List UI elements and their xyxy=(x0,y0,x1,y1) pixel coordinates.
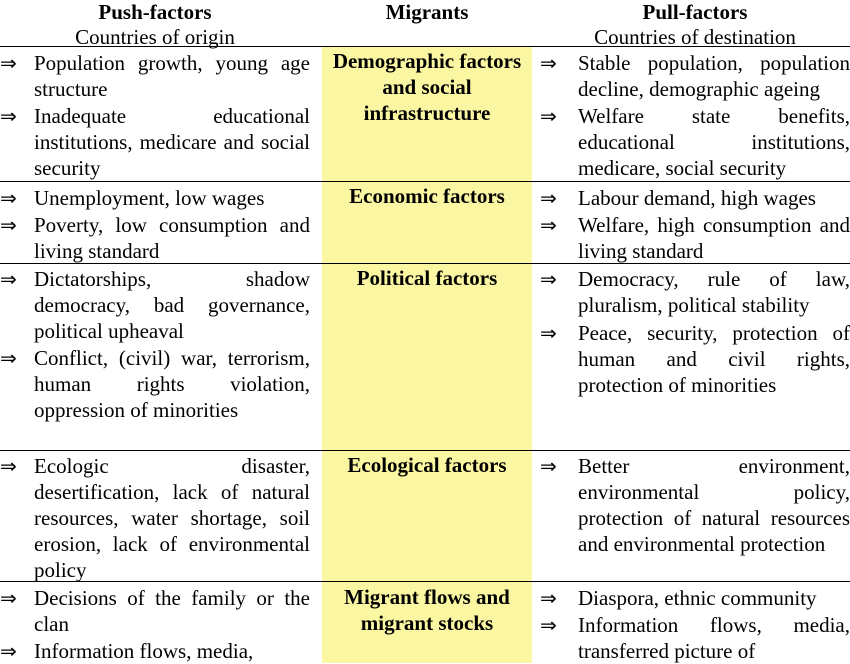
row-divider xyxy=(0,450,850,451)
push-item-text: Information flows, media, xyxy=(34,639,254,663)
pull-header xyxy=(540,0,850,50)
arrow-icon: ⇒ xyxy=(540,586,557,610)
arrow-icon: ⇒ xyxy=(540,213,557,237)
pull-item-text: Democracy, rule of law, pluralism, political stability xyxy=(578,267,850,317)
pull-item-text: Peace, security, protection of human and civil rights, protection of minorities xyxy=(578,321,850,397)
arrow-icon: ⇒ xyxy=(540,104,557,128)
pull-title: Pull-factors xyxy=(642,0,748,24)
arrow-icon: ⇒ xyxy=(0,346,17,370)
row-label-ecological: Ecological factors xyxy=(347,453,507,477)
arrow-icon: ⇒ xyxy=(0,267,17,291)
push-subtitle: Countries of origin xyxy=(75,25,235,49)
arrow-icon: ⇒ xyxy=(0,586,17,610)
pull-item-text: Diaspora, ethnic community xyxy=(578,586,817,610)
pull-item-text: Information flows, media, transferred picture of xyxy=(578,613,850,663)
push-item-text: Conflict, (civil) war, terrorism, human rights violation, oppression of minorities xyxy=(34,346,310,422)
push-item-text: Decisions of the family or the clan xyxy=(34,586,310,636)
push-item-text: Unemployment, low wages xyxy=(34,186,265,210)
push-title: Push-factors xyxy=(98,0,212,24)
arrow-icon: ⇒ xyxy=(0,104,17,128)
arrow-icon: ⇒ xyxy=(540,51,557,75)
push-header xyxy=(0,0,310,50)
row-divider xyxy=(0,46,850,47)
pull-item-text: Welfare, high consumption and living standard xyxy=(578,213,850,263)
arrow-icon: ⇒ xyxy=(540,613,557,637)
migrants-header xyxy=(322,0,532,25)
arrow-icon: ⇒ xyxy=(0,51,17,75)
arrow-icon: ⇒ xyxy=(0,186,17,210)
push-item-text: Inadequate educational institutions, medicare and social security xyxy=(34,104,310,180)
row-label-economic: Economic factors xyxy=(349,184,505,208)
push-item-text: Poverty, low consumption and living standard xyxy=(34,213,310,263)
push-item-text: Ecologic disaster, desertification, lack of natural resources, water shortage, soil erosion, lack of environmental policy xyxy=(34,454,310,582)
row-label-demographic: Demographic factors and social infrastructure xyxy=(332,49,522,125)
migrants-column-highlight xyxy=(322,47,532,663)
pull-item-text: Labour demand, high wages xyxy=(578,186,816,210)
row-label-political: Political factors xyxy=(356,266,498,290)
row-divider xyxy=(0,181,850,182)
arrow-icon: ⇒ xyxy=(540,454,557,478)
pull-item-text: Stable population, population decline, demographic ageing xyxy=(578,51,850,101)
pull-item-text: Better environment, environmental policy, protection of natural resources and environmental protection xyxy=(578,454,850,556)
row-label-migrant-flows: Migrant flows and migrant stocks xyxy=(344,585,510,635)
arrow-icon: ⇒ xyxy=(540,267,557,291)
arrow-icon: ⇒ xyxy=(540,186,557,210)
arrow-icon: ⇒ xyxy=(0,639,17,663)
migrants-title: Migrants xyxy=(385,0,469,24)
push-item-text: Dictatorships, shadow democracy, bad governance, political upheaval xyxy=(34,267,310,343)
pull-item-text: Welfare state benefits, educational institutions, medicare, social security xyxy=(578,104,850,180)
arrow-icon: ⇒ xyxy=(0,213,17,237)
pull-subtitle: Countries of destination xyxy=(594,25,796,49)
arrow-icon: ⇒ xyxy=(0,454,17,478)
arrow-icon: ⇒ xyxy=(540,321,557,345)
push-item-text: Population growth, young age structure xyxy=(34,51,310,101)
